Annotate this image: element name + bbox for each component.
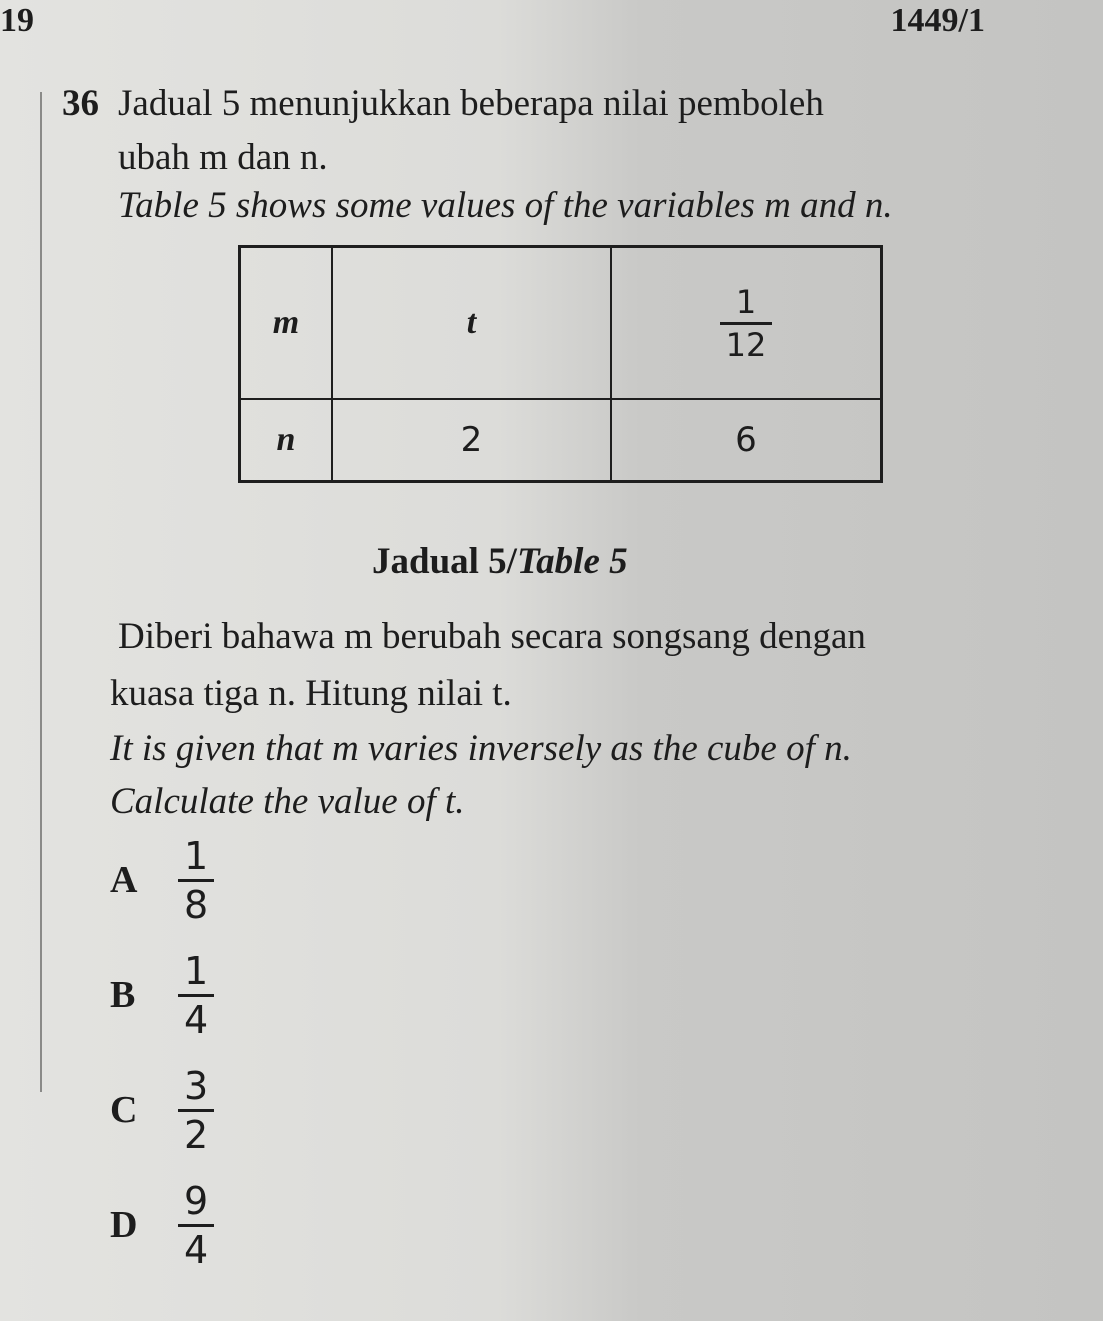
fraction-denominator: 8 bbox=[178, 879, 214, 924]
paper-code: 1449/1 bbox=[890, 2, 985, 39]
fraction-numerator: 3 bbox=[184, 1063, 209, 1108]
cell-fraction bbox=[611, 247, 882, 399]
row-label-m: m bbox=[240, 247, 333, 399]
table-caption bbox=[372, 540, 628, 583]
option-a[interactable] bbox=[110, 825, 214, 935]
cell-t: t bbox=[332, 247, 611, 399]
intro-bm-line-2: ubah m dan n. bbox=[118, 137, 328, 178]
option-b[interactable] bbox=[110, 940, 214, 1050]
data-table bbox=[238, 245, 883, 483]
fraction-numerator: 1 bbox=[184, 948, 209, 993]
given-bm-line-1: Diberi bahawa m berubah secara songsang dengan bbox=[118, 616, 866, 657]
margin-line bbox=[40, 92, 42, 1092]
option-letter: D bbox=[110, 1204, 138, 1246]
caption-en: Table 5 bbox=[516, 541, 628, 582]
cell-n-value-1: 2 bbox=[332, 399, 611, 482]
fraction-numerator: 9 bbox=[184, 1178, 209, 1223]
fraction-numerator: 1 bbox=[735, 283, 757, 322]
option-fraction bbox=[178, 1063, 214, 1157]
fraction-one-twelfth bbox=[720, 283, 773, 365]
option-letter: B bbox=[110, 974, 136, 1016]
option-letter: C bbox=[110, 1089, 138, 1131]
given-en-line-2: Calculate the value of t. bbox=[110, 781, 465, 822]
fraction-denominator: 12 bbox=[720, 322, 773, 361]
option-fraction bbox=[178, 1178, 214, 1272]
row-label-n: n bbox=[240, 399, 333, 482]
option-fraction bbox=[178, 948, 214, 1042]
option-c[interactable] bbox=[110, 1055, 214, 1165]
fraction-denominator: 2 bbox=[178, 1109, 214, 1154]
page-number: 19 bbox=[0, 2, 34, 39]
option-d[interactable] bbox=[110, 1170, 214, 1280]
option-fraction bbox=[178, 833, 214, 927]
caption-bm: Jadual 5/ bbox=[372, 541, 517, 582]
fraction-numerator: 1 bbox=[184, 833, 209, 878]
given-en-line-1: It is given that m varies inversely as the cube of n. bbox=[110, 728, 852, 769]
fraction-denominator: 4 bbox=[178, 994, 214, 1039]
given-bm-line-2: kuasa tiga n. Hitung nilai t. bbox=[110, 673, 512, 714]
table-row-n bbox=[240, 399, 882, 482]
question-number: 36 bbox=[62, 83, 99, 124]
intro-bm-line-1: Jadual 5 menunjukkan beberapa nilai pemboleh bbox=[118, 83, 824, 124]
fraction-denominator: 4 bbox=[178, 1224, 214, 1269]
table-row-m bbox=[240, 247, 882, 399]
option-letter: A bbox=[110, 859, 138, 901]
cell-n-value-2: 6 bbox=[611, 399, 882, 482]
intro-en-line: Table 5 shows some values of the variables m and n. bbox=[118, 185, 893, 226]
